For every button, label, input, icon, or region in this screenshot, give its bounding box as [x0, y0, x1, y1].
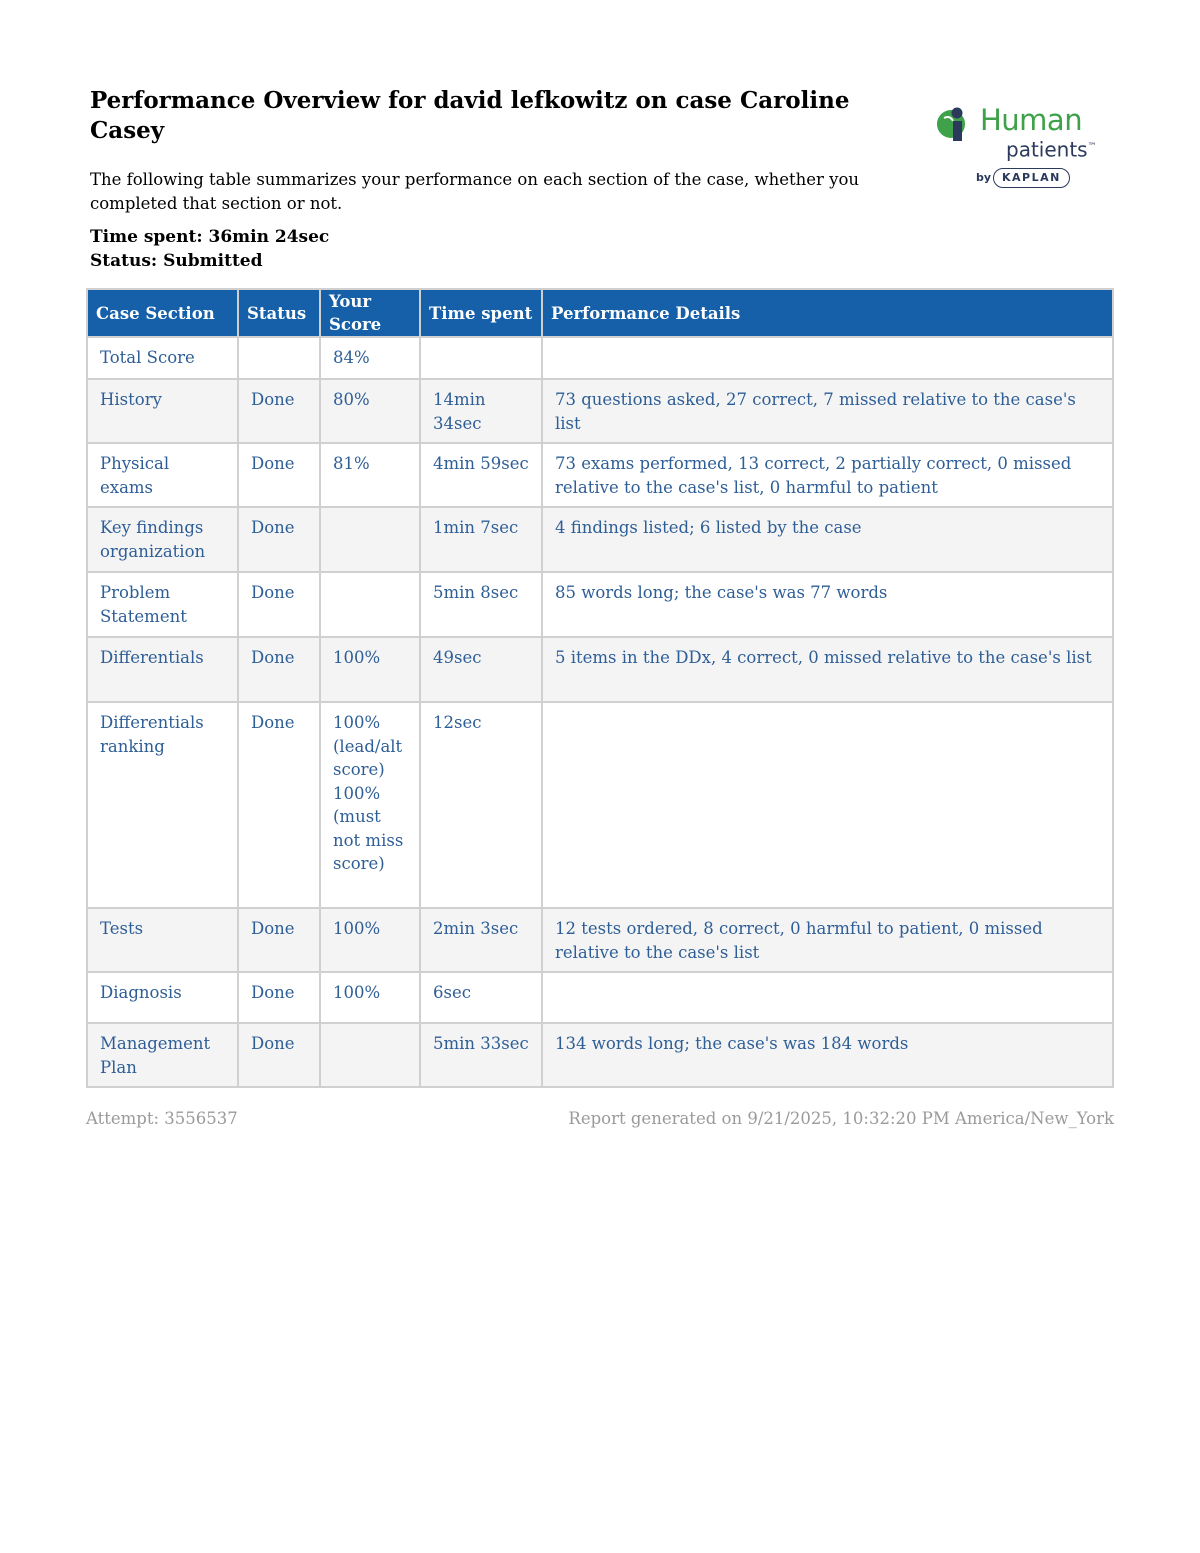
table-row [88, 444, 1112, 506]
cell-section: History [88, 380, 237, 442]
cell-time [421, 338, 541, 378]
cell-section: Problem Statement [88, 573, 237, 636]
cell-score: 100% (lead/alt score) 100% (must not miss score) [321, 703, 419, 907]
table-row [88, 973, 1112, 1022]
cell-section: Physical exams [88, 444, 237, 506]
table-header-row [88, 290, 1112, 336]
cell-status: Done [239, 444, 319, 506]
cell-status: Done [239, 973, 319, 1022]
cell-score: 80% [321, 380, 419, 442]
ihuman-logo [936, 100, 1116, 196]
cell-details [543, 973, 1112, 1022]
cell-details: 73 questions asked, 27 correct, 7 missed relative to the case's list [543, 380, 1112, 442]
col-header-performance-details: Performance Details [543, 290, 1112, 336]
cell-score: 84% [321, 338, 419, 378]
cell-details [543, 338, 1112, 378]
cell-time: 14min 34sec [421, 380, 541, 442]
col-header-case-section: Case Section [88, 290, 237, 336]
cell-status: Done [239, 703, 319, 907]
table-row [88, 573, 1112, 636]
table-row [88, 909, 1112, 971]
col-header-your-score: Your Score [321, 290, 419, 336]
cell-section: Differentials [88, 638, 237, 701]
cell-details: 73 exams performed, 13 correct, 2 partially correct, 0 missed relative to the case's list, 0 harmful to patient [543, 444, 1112, 506]
cell-details: 12 tests ordered, 8 correct, 0 harmful to patient, 0 missed relative to the case's list [543, 909, 1112, 971]
logo-tm: ™ [1087, 142, 1097, 152]
cell-details: 5 items in the DDx, 4 correct, 0 missed relative to the case's list [543, 638, 1112, 701]
cell-score [321, 1024, 419, 1086]
cell-details [543, 703, 1112, 907]
cell-score: 100% [321, 909, 419, 971]
cell-section: Differentials ranking [88, 703, 237, 907]
col-header-status: Status [239, 290, 319, 336]
cell-details: 134 words long; the case's was 184 words [543, 1024, 1112, 1086]
cell-time: 2min 3sec [421, 909, 541, 971]
cell-time: 49sec [421, 638, 541, 701]
cell-details: 85 words long; the case's was 77 words [543, 573, 1112, 636]
intro-text: The following table summarizes your performance on each section of the case, whether you completed that section or not. [90, 170, 860, 213]
kaplan-logo: KAPLAN [993, 168, 1070, 188]
cell-score [321, 508, 419, 571]
cell-time: 5min 33sec [421, 1024, 541, 1086]
col-header-time-spent: Time spent [421, 290, 541, 336]
table-row [88, 638, 1112, 701]
attempt-id: Attempt: 3556537 [86, 1109, 238, 1128]
cell-status: Done [239, 573, 319, 636]
time-spent-summary: Time spent: 36min 24sec [90, 227, 330, 247]
table-row [88, 703, 1112, 907]
report-generated-timestamp: Report generated on 9/21/2025, 10:32:20 PM America/New_York [568, 1109, 1114, 1128]
cell-section: Management Plan [88, 1024, 237, 1086]
status-summary: Status: Submitted [90, 251, 263, 271]
cell-status: Done [239, 638, 319, 701]
cell-score [321, 573, 419, 636]
cell-time: 1min 7sec [421, 508, 541, 571]
cell-time: 12sec [421, 703, 541, 907]
performance-table [86, 288, 1114, 1088]
logo-by: by [976, 171, 992, 184]
cell-time: 4min 59sec [421, 444, 541, 506]
table-body [88, 338, 1112, 1086]
cell-status: Done [239, 380, 319, 442]
cell-score: 100% [321, 638, 419, 701]
cell-section: Tests [88, 909, 237, 971]
cell-section: Diagnosis [88, 973, 237, 1022]
table-row [88, 380, 1112, 442]
cell-status: Done [239, 508, 319, 571]
cell-section: Total Score [88, 338, 237, 378]
table-row [88, 338, 1112, 378]
logo-wordmark: Human [980, 103, 1083, 137]
table-row [88, 508, 1112, 571]
cell-time: 6sec [421, 973, 541, 1022]
table-row [88, 1024, 1112, 1086]
cell-section: Key findings organization [88, 508, 237, 571]
page-title: Performance Overview for david lefkowitz on case Caroline Casey [90, 87, 850, 144]
logo-subtitle [1006, 134, 1097, 163]
cell-score: 100% [321, 973, 419, 1022]
cell-status: Done [239, 909, 319, 971]
summary-block [90, 225, 329, 273]
cell-score: 81% [321, 444, 419, 506]
cell-details: 4 findings listed; 6 listed by the case [543, 508, 1112, 571]
cell-status: Done [239, 1024, 319, 1086]
ihuman-logo-mark-icon [936, 104, 978, 144]
cell-status [239, 338, 319, 378]
logo-sub-text: patients [1006, 137, 1088, 162]
cell-time: 5min 8sec [421, 573, 541, 636]
